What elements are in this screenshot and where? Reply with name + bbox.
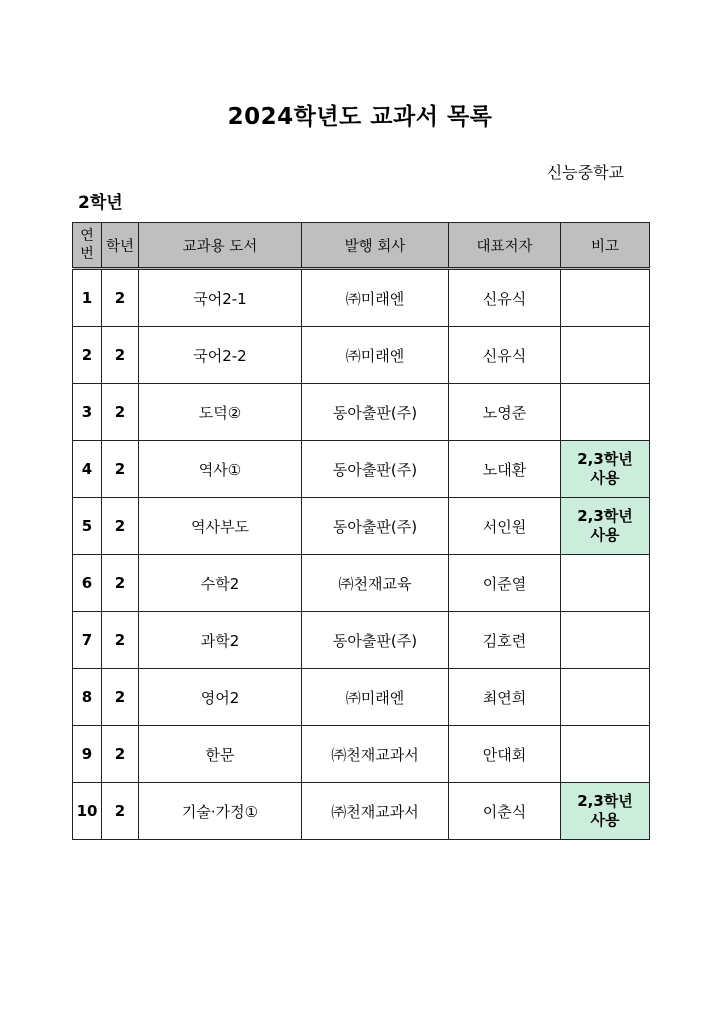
row-book: 과학2 (139, 612, 302, 669)
table-row (73, 555, 650, 612)
table-row (73, 612, 650, 669)
row-author: 노영준 (449, 384, 561, 441)
row-note-line2: 사용 (590, 469, 620, 487)
row-book: 수학2 (139, 555, 302, 612)
table-row (73, 783, 650, 840)
row-number: 7 (73, 612, 102, 669)
row-author: 신유식 (449, 327, 561, 384)
row-book: 국어2-1 (139, 269, 302, 327)
row-book: 도덕② (139, 384, 302, 441)
row-publisher: ㈜미래엔 (302, 327, 449, 384)
table-row (73, 327, 650, 384)
row-note-line2: 사용 (590, 811, 620, 829)
page-title: 2024학년도 교과서 목록 (227, 104, 493, 130)
table-row (73, 669, 650, 726)
row-note (561, 327, 650, 384)
row-publisher: 동아출판(주) (302, 441, 449, 498)
row-publisher: ㈜천재교과서 (302, 783, 449, 840)
row-note-line1: 2,3학년 (577, 450, 633, 468)
row-number: 5 (73, 498, 102, 555)
header-book: 교과용 도서 (139, 223, 302, 269)
row-note-line1: 2,3학년 (577, 507, 633, 525)
table-row (73, 269, 650, 327)
row-note (561, 384, 650, 441)
row-note (561, 498, 650, 555)
row-author: 김호련 (449, 612, 561, 669)
row-publisher: ㈜천재교육 (302, 555, 449, 612)
row-note (561, 669, 650, 726)
row-number: 9 (73, 726, 102, 783)
row-note (561, 612, 650, 669)
row-grade: 2 (102, 327, 139, 384)
row-book: 영어2 (139, 669, 302, 726)
row-note-line1: 2,3학년 (577, 792, 633, 810)
row-book: 한문 (139, 726, 302, 783)
row-publisher: ㈜천재교과서 (302, 726, 449, 783)
row-grade: 2 (102, 269, 139, 327)
row-book: 국어2-2 (139, 327, 302, 384)
header-number (73, 223, 102, 269)
header-number-line2: 번 (80, 246, 94, 262)
row-grade: 2 (102, 726, 139, 783)
row-note (561, 441, 650, 498)
row-note-line2: 사용 (590, 526, 620, 544)
row-author: 이춘식 (449, 783, 561, 840)
row-grade: 2 (102, 783, 139, 840)
grade-heading: 2학년 (78, 193, 123, 213)
row-note (561, 726, 650, 783)
row-author: 노대환 (449, 441, 561, 498)
row-note (561, 555, 650, 612)
row-author: 이준열 (449, 555, 561, 612)
row-number: 2 (73, 327, 102, 384)
row-publisher: 동아출판(주) (302, 498, 449, 555)
row-note (561, 783, 650, 840)
header-note: 비고 (561, 223, 650, 269)
row-author: 안대회 (449, 726, 561, 783)
row-author: 최연희 (449, 669, 561, 726)
row-note (561, 269, 650, 327)
row-grade: 2 (102, 441, 139, 498)
row-grade: 2 (102, 669, 139, 726)
textbook-table (72, 222, 650, 840)
header-grade: 학년 (102, 223, 139, 269)
row-number: 6 (73, 555, 102, 612)
table-row (73, 498, 650, 555)
row-publisher: ㈜미래엔 (302, 269, 449, 327)
row-number: 3 (73, 384, 102, 441)
row-grade: 2 (102, 498, 139, 555)
row-grade: 2 (102, 384, 139, 441)
row-publisher: 동아출판(주) (302, 612, 449, 669)
row-number: 8 (73, 669, 102, 726)
row-author: 서인원 (449, 498, 561, 555)
row-number: 10 (73, 783, 102, 840)
row-book: 기술·가정① (139, 783, 302, 840)
row-grade: 2 (102, 612, 139, 669)
row-author: 신유식 (449, 269, 561, 327)
row-book: 역사부도 (139, 498, 302, 555)
table-header-row (73, 223, 650, 269)
header-publisher: 발행 회사 (302, 223, 449, 269)
school-name: 신능중학교 (546, 163, 624, 182)
row-number: 1 (73, 269, 102, 327)
row-number: 4 (73, 441, 102, 498)
table-row (73, 441, 650, 498)
row-grade: 2 (102, 555, 139, 612)
table-row (73, 726, 650, 783)
header-number-line1: 연 (80, 228, 94, 244)
table-row (73, 384, 650, 441)
row-publisher: 동아출판(주) (302, 384, 449, 441)
row-publisher: ㈜미래엔 (302, 669, 449, 726)
header-author: 대표저자 (449, 223, 561, 269)
row-book: 역사① (139, 441, 302, 498)
